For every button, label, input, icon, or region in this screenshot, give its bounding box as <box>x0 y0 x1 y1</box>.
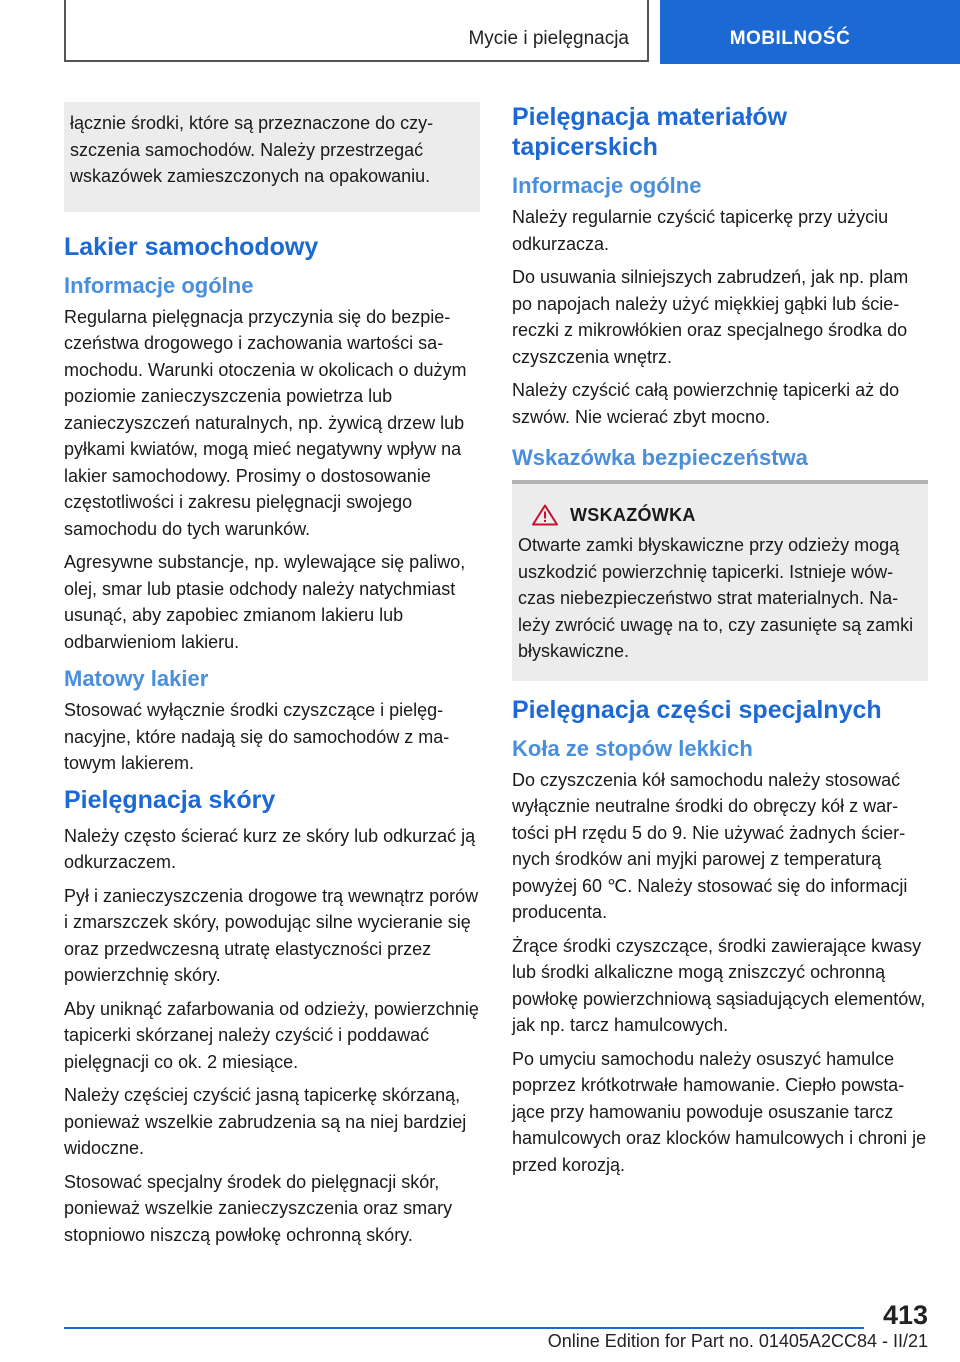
paragraph: Stosować wyłącznie środki czyszczące i pielęgnacyjne, które nadają się do samochodów z matowym lakierem. <box>64 700 450 773</box>
paragraph: Agresywne substancje, np. wylewające się paliwo, olej, smar lub ptasie odchody należy natychmiast usunąć, aby zapobiec zmianom lakieru lub odbarwieniom lakieru. <box>64 552 466 652</box>
warning-header <box>518 504 922 526</box>
header-frame <box>64 0 649 62</box>
paragraph: Pył i zanieczyszczenia drogowe trą wewnątrz porów i zmarszczek skóry, powodując silne wycieranie się oraz przedwczesną utratę elastyczności przez powierzchnię skóry. <box>64 885 479 985</box>
subheading-kola-ze-stopow: Koła ze stopów lekkich <box>512 735 753 761</box>
paragraph: Aby uniknąć zafarbowania od odzieży, powierzchnię tapicerki skórzanej należy czyścić i poddawać pielęgnacji co ok. 2 miesiące. <box>64 998 479 1072</box>
subheading-informacje-ogolne: Informacje ogólne <box>512 173 702 198</box>
heading-czesci-specjalne: Pielęgnacja części specjalnych <box>512 695 882 724</box>
heading-materialy-tapicerskie: Pielęgnacja materiałów tapicerskich <box>512 103 788 161</box>
right-column <box>512 102 928 1185</box>
paragraph: Żrące środki czyszczące, środki zawierające kwasy lub środki alkaliczne mogą zniszczyć ochronną powłokę powierzchniową sąsiadujących elementów, jak np. tarcz hamulcowych. <box>512 935 926 1035</box>
paragraph: Należy często ścierać kurz ze skóry lub odkurzać ją odkurzaczem. <box>64 825 476 872</box>
warning-text: Otwarte zamki błyskawiczne przy odzieży mogą uszkodzić powierzchnię tapicerki. Istnieje wówczas niebezpieczeństwo strat materialnych. Należy zwrócić uwagę na to, czy zasunięte są zamki błyskawiczne. <box>518 535 914 661</box>
paragraph: Należy czyścić całą powierzchnię tapicerki aż do szwów. Nie wcierać zbyt mocno. <box>512 380 900 427</box>
page-number: 413 <box>882 1300 928 1330</box>
header-section-title: Mycie i pielęgnacja <box>468 28 629 49</box>
left-column <box>64 102 480 1255</box>
subheading-wskazowka-bezpieczenstwa: Wskazówka bezpieczeństwa <box>512 445 808 470</box>
chapter-tab[interactable] <box>660 0 960 64</box>
paragraph: Należy częściej czyścić jasną tapicerkę skórzaną, ponieważ wszelkie zabrudzenia są na niej bardziej widoczne. <box>64 1085 467 1158</box>
chapter-tab-label: MOBILNOŚĆ <box>729 28 851 49</box>
warning-triangle-icon <box>532 504 558 526</box>
paragraph: Do czyszczenia kół samochodu należy stosować wyłącznie neutralne środki do obręczy kół z wartości pH rzędu 5 do 9. Nie używać żadnych ściernych środków ani myjki parowej z temperaturą powyżej 60 ℃. Należy stosować się do informacji producenta. <box>512 769 908 922</box>
footer-divider <box>64 1327 864 1329</box>
paragraph: Do usuwania silniejszych zabrudzeń, jak np. plam po napojach należy użyć miękkiej gąbki lub ściereczki z mikrowłókien oraz specjalnego środka do czyszczenia wnętrz. <box>512 267 909 367</box>
warning-box <box>512 480 928 681</box>
intro-note-box <box>64 102 480 212</box>
paragraph: Po umyciu samochodu należy osuszyć hamulce poprzez krótkotrwałe hamowanie. Ciepło powstające przy hamowaniu powoduje osuszanie tarcz hamulcowych oraz klocków hamulcowych i chroni je przed korozją. <box>512 1048 927 1175</box>
heading-pielegnacja-skory: Pielęgnacja skóry <box>64 785 276 814</box>
paragraph: Stosować specjalny środek do pielęgnacji skór, ponieważ wszelkie zanieczyszczenia oraz smary stopniowo niszczą powłokę ochronną skóry. <box>64 1171 453 1245</box>
paragraph: Regularna pielęgnacja przyczynia się do bezpieczeństwa drogowego i zachowania wartości samochodu. Warunki otoczenia w okolicach o dużym poziomie zanieczyszczenia powietrza lub zanieczyszczeń naturalnych, np. żywicą drzew lub pyłkami kwiatów, mogą mieć negatywny wpływ na lakier samochodowy. Prosimy o dostosowanie częstotliwości i zakresu pielęgnacji swojego samochodu do tych warunków. <box>64 306 467 539</box>
footer-edition: Online Edition for Part no. 01405A2CC84 - II/21 <box>547 1331 928 1351</box>
intro-note-text: łącznie środki, które są przeznaczone do czyszczenia samochodów. Należy przestrzegać wskazówek zamieszczonych na opakowaniu. <box>70 113 434 186</box>
paragraph: Należy regularnie czyścić tapicerkę przy użyciu odkurzacza. <box>512 207 889 254</box>
heading-lakier: Lakier samochodowy <box>64 232 319 261</box>
subheading-matowy-lakier: Matowy lakier <box>64 666 209 691</box>
subheading-informacje-ogolne: Informacje ogólne <box>64 272 254 298</box>
warning-title: WSKAZÓWKA <box>570 504 696 525</box>
